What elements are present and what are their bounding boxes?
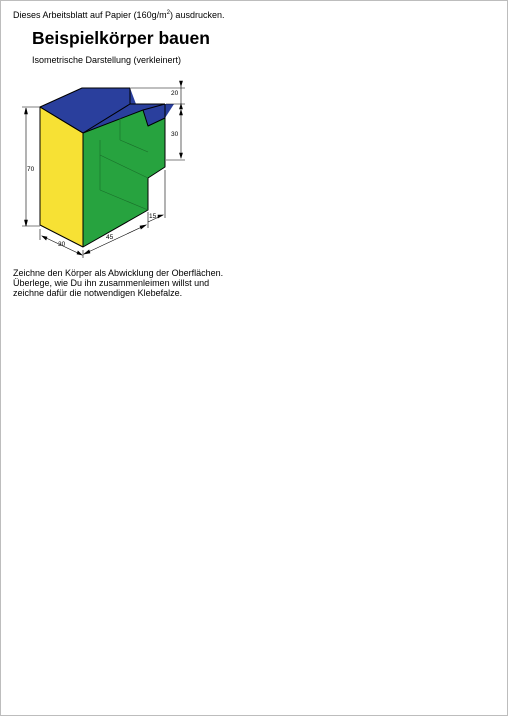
dim-height-label: 70 bbox=[27, 166, 35, 173]
task-line: Überlege, wie Du ihn zusammenleimen willst und bbox=[13, 278, 210, 288]
page-title: Beispielkörper bauen bbox=[32, 28, 210, 48]
instruction-text: Dieses Arbeitsblatt auf Papier (160g/m bbox=[13, 10, 167, 20]
dim-top-label: 20 bbox=[171, 90, 179, 97]
dim-width-label: 45 bbox=[106, 234, 114, 241]
figure-subtitle: Isometrische Darstellung (verkleinert) bbox=[32, 55, 182, 65]
task-line: zeichne dafür die notwendigen Klebefalze. bbox=[13, 288, 183, 298]
task-description bbox=[13, 268, 273, 298]
instruction-superscript: 2 bbox=[166, 10, 170, 16]
dim-middle-label: 30 bbox=[171, 131, 179, 138]
task-line: Zeichne den Körper als Abwicklung der Oberflächen. bbox=[13, 268, 224, 278]
front-face bbox=[83, 110, 165, 247]
instruction-text-end: ) ausdrucken. bbox=[169, 10, 225, 20]
dim-depth-label: 30 bbox=[58, 241, 66, 248]
dim-offset-label: 15 bbox=[149, 213, 157, 220]
